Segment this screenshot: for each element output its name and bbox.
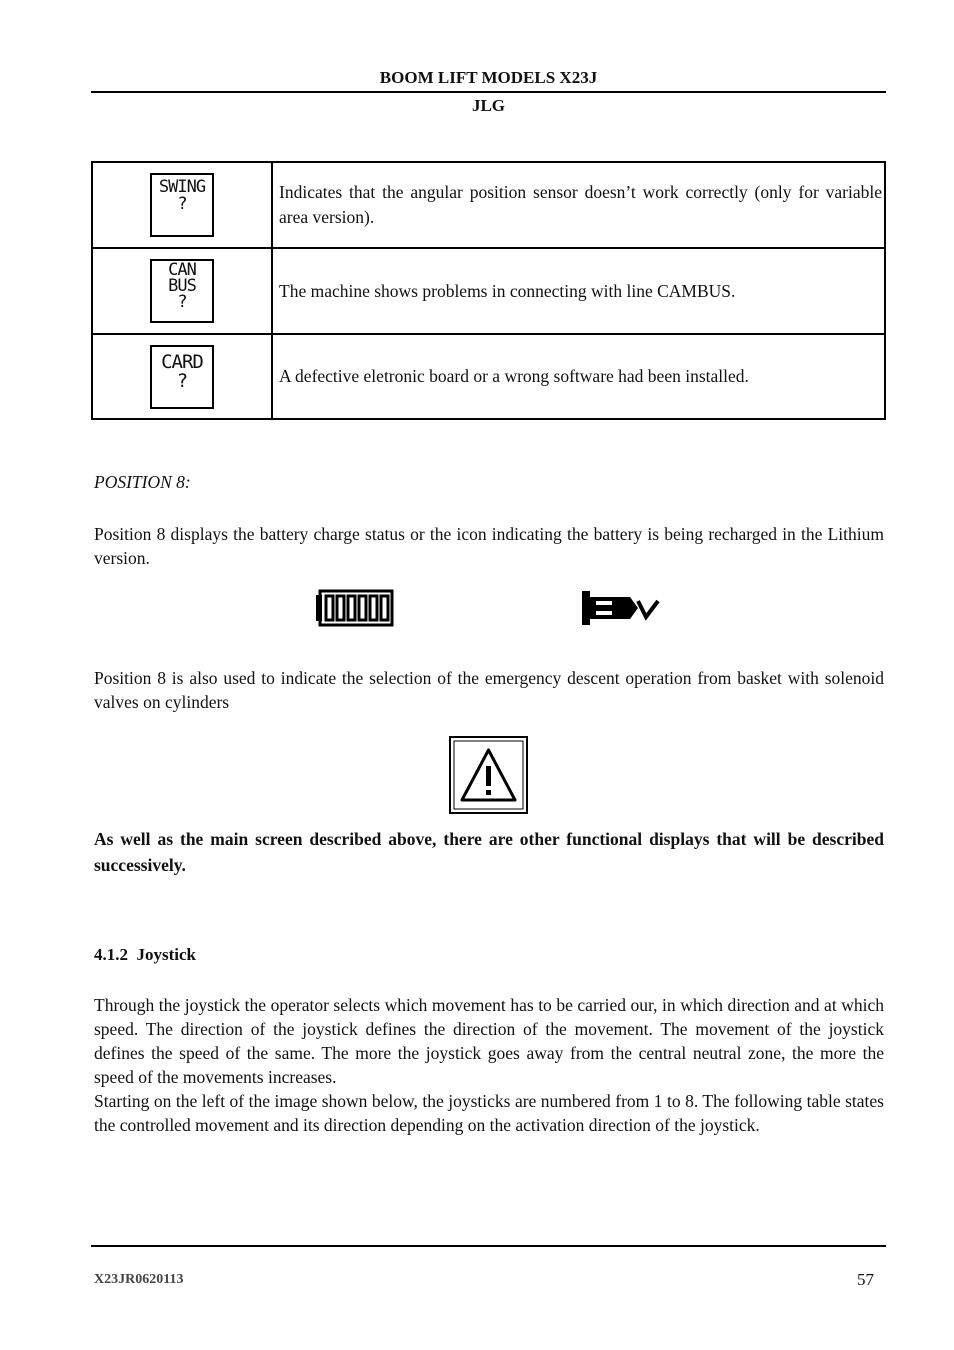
position8-paragraph: Position 8 displays the battery charge status or the icon indicating the battery is being recharged in the Lithium version. [94,524,884,568]
battery-recharging-icon [582,589,660,627]
battery-cell [370,596,377,620]
page-number: 57 [857,1270,874,1289]
functional-displays-note: As well as the main screen described above, there are other functional displays that will be described successively. [94,829,884,875]
battery-cell [359,596,366,620]
joystick-paragraph-1: Through the joystick the operator selects which movement has to be carried our, in which direction and at which speed. The direction of the joystick defines the direction of the movement. The movement of the joystick defines the speed of the same. The more the joystick goes away from the central neutral zone, the more the speed of the movements increases. [94,995,884,1087]
position8-heading: POSITION 8: [94,472,191,492]
battery-cell [348,596,355,620]
battery-cell [381,596,388,620]
battery-charge-icon [316,589,394,627]
footer-doc-code: X23JR0620113 [94,1272,184,1287]
joystick-paragraph-2: Starting on the left of the image shown below, the joysticks are numbered from 1 to 8. The following table states the controlled movement and its direction depending on the activation direction of the joystick. [94,1091,884,1135]
table-row [92,248,885,334]
can-bus-fault-icon: CAN BUS ? [150,259,214,323]
swing-fault-icon: SWING ? [150,173,214,237]
fault-description: Indicates that the angular position sensor doesn’t work correctly (only for variable area version). [272,162,885,248]
fault-description: The machine shows problems in connecting with line CAMBUS. [272,248,885,334]
table-row [92,334,885,419]
position8-emergency-paragraph: Position 8 is also used to indicate the selection of the emergency descent operation from basket with solenoid valves on cylinders [94,668,884,712]
card-fault-icon: CARD ? [150,345,214,409]
battery-cell [337,596,344,620]
table-row [92,162,885,248]
section-heading-joystick: 4.1.2 Joystick [94,945,196,964]
fault-icon-table [91,161,886,420]
fault-description: A defective eletronic board or a wrong software had been installed. [272,334,885,419]
footer-rule [91,1245,886,1247]
battery-cell [326,596,333,620]
warning-icon [449,736,528,814]
header-subtitle: JLG [471,96,506,115]
header-title: BOOM LIFT MODELS X23J [379,68,598,87]
header-rule [91,91,886,93]
